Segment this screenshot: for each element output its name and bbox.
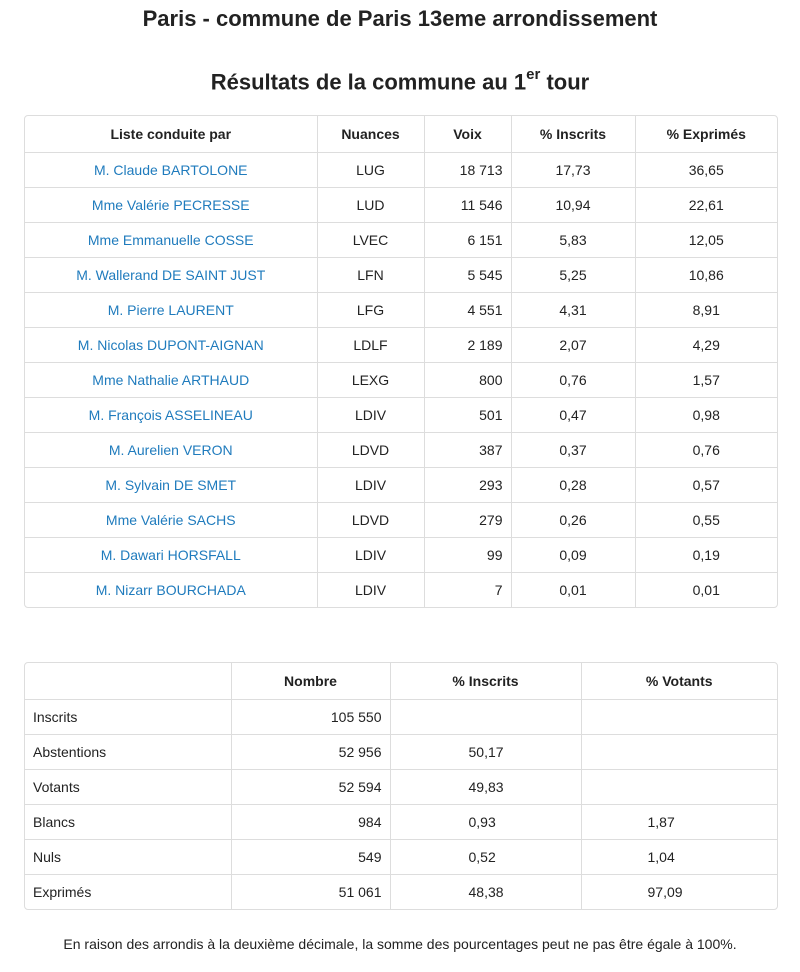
stat-pct-votants: 97,09 [647,883,683,900]
candidate-link[interactable]: M. Wallerand DE SAINT JUST [25,257,317,292]
candidate-link[interactable]: Mme Nathalie ARTHAUD [25,362,317,397]
voix-cell: 99 [424,537,511,572]
col-header-pct-votants: % Votants [581,663,777,699]
stat-nombre: 52 956 [231,734,390,769]
pct-inscrits-cell: 4,31 [511,292,635,327]
stat-pct-inscrits: 48,38 [390,874,581,909]
candidate-link[interactable]: Mme Emmanuelle COSSE [25,222,317,257]
voix-cell: 18 713 [424,152,511,187]
table-row [25,839,777,874]
stat-nombre: 549 [231,839,390,874]
pct-exprimes-cell: 0,55 [635,502,777,537]
col-header-nombre: Nombre [231,663,390,699]
nuance-cell: LDIV [317,537,424,572]
table-row [25,734,777,769]
candidate-link[interactable]: M. Aurelien VERON [25,432,317,467]
pct-exprimes-cell: 0,98 [635,397,777,432]
pct-inscrits-cell: 0,76 [511,362,635,397]
stat-label: Nuls [25,839,231,874]
stat-pct-inscrits: 0,52 [390,839,581,874]
candidate-link[interactable]: M. Nicolas DUPONT-AIGNAN [25,327,317,362]
pct-inscrits-cell: 2,07 [511,327,635,362]
col-header-pct-inscrits: % Inscrits [390,663,581,699]
col-header-pct-exprimes: % Exprimés [635,116,777,152]
nuance-cell: LEXG [317,362,424,397]
voix-cell: 4 551 [424,292,511,327]
table-row [25,327,777,362]
col-header-voix: Voix [424,116,511,152]
voix-cell: 6 151 [424,222,511,257]
pct-inscrits-cell: 5,83 [511,222,635,257]
pct-inscrits-cell: 0,47 [511,397,635,432]
table-row [25,467,777,502]
round-title-tail: tour [540,69,590,95]
results-header-row [25,116,777,152]
table-row [25,187,777,222]
round-title-superscript: er [526,66,541,83]
table-row [25,152,777,187]
voix-cell: 293 [424,467,511,502]
pct-exprimes-cell: 1,57 [635,362,777,397]
stat-pct-votants [581,734,777,769]
stat-nombre: 51 061 [231,874,390,909]
pct-inscrits-cell: 0,26 [511,502,635,537]
candidate-link[interactable]: M. Nizarr BOURCHADA [25,572,317,607]
round-title [0,62,800,95]
pct-exprimes-cell: 8,91 [635,292,777,327]
table-row [25,769,777,804]
results-body [25,152,777,607]
nuance-cell: LUD [317,187,424,222]
voix-cell: 7 [424,572,511,607]
nuance-cell: LDIV [317,572,424,607]
footnote: En raison des arrondis à la deuxième décimale, la somme des pourcentages peut ne pas être égale à 100%. [63,936,737,952]
pct-inscrits-cell: 5,25 [511,257,635,292]
page-title: Paris - commune de Paris 13eme arrondissement [142,6,658,31]
stat-pct-votants [581,769,777,804]
candidate-link[interactable]: M. Pierre LAURENT [25,292,317,327]
candidate-link[interactable]: M. Dawari HORSFALL [25,537,317,572]
round-title-main: Résultats de la commune au 1 [210,69,527,95]
table-row [25,572,777,607]
nuance-cell: LDIV [317,397,424,432]
stat-nombre: 984 [231,804,390,839]
candidate-link[interactable]: M. François ASSELINEAU [25,397,317,432]
table-row [25,292,777,327]
stats-table-container [24,662,778,910]
col-header-nuances: Nuances [317,116,424,152]
stat-pct-votants: 1,87 [581,804,777,839]
table-row [25,257,777,292]
nuance-cell: LFG [317,292,424,327]
stat-nombre: 105 550 [231,699,390,734]
pct-exprimes-cell: 4,29 [635,327,777,362]
pct-inscrits-cell: 0,37 [511,432,635,467]
stat-label: Abstentions [25,734,231,769]
nuance-cell: LVEC [317,222,424,257]
table-row [25,537,777,572]
table-row [25,362,777,397]
table-row [25,874,777,909]
stat-label: Exprimés [25,874,231,909]
pct-exprimes-cell: 0,57 [635,467,777,502]
pct-exprimes-cell: 0,76 [635,432,777,467]
pct-exprimes-cell: 22,61 [635,187,777,222]
table-row [25,432,777,467]
nuance-cell: LDVD [317,432,424,467]
table-row [25,699,777,734]
results-table [25,116,777,607]
nuance-cell: LDVD [317,502,424,537]
col-header-pct-inscrits: % Inscrits [511,116,635,152]
stat-pct-inscrits: 49,83 [390,769,581,804]
pct-inscrits-cell: 0,28 [511,467,635,502]
voix-cell: 800 [424,362,511,397]
col-header-label [25,663,231,699]
stats-body [25,699,777,909]
stat-label: Votants [25,769,231,804]
candidate-link[interactable]: M. Sylvain DE SMET [25,467,317,502]
voix-cell: 2 189 [424,327,511,362]
candidate-link[interactable]: Mme Valérie PECRESSE [25,187,317,222]
nuance-cell: LUG [317,152,424,187]
col-header-liste: Liste conduite par [25,116,317,152]
results-table-container [24,115,778,608]
candidate-link[interactable]: M. Claude BARTOLONE [25,152,317,187]
voix-cell: 387 [424,432,511,467]
voix-cell: 279 [424,502,511,537]
nuance-cell: LDLF [317,327,424,362]
voix-cell: 5 545 [424,257,511,292]
stat-label: Blancs [25,804,231,839]
table-row [25,222,777,257]
pct-exprimes-cell: 10,86 [635,257,777,292]
candidate-link[interactable]: Mme Valérie SACHS [25,502,317,537]
nuance-cell: LDIV [317,467,424,502]
stats-table [25,663,777,909]
pct-exprimes-cell: 0,19 [635,537,777,572]
pct-exprimes-cell: 12,05 [635,222,777,257]
stat-pct-votants: 1,04 [581,839,777,874]
table-row [25,397,777,432]
pct-inscrits-cell: 17,73 [511,152,635,187]
pct-inscrits-cell: 0,09 [511,537,635,572]
stat-label: Inscrits [25,699,231,734]
stats-header-row [25,663,777,699]
table-row [25,502,777,537]
stat-pct-inscrits: 0,93 [390,804,581,839]
pct-inscrits-cell: 10,94 [511,187,635,222]
stat-pct-inscrits [390,699,581,734]
pct-exprimes-cell: 0,01 [692,581,720,598]
table-row [25,804,777,839]
pct-exprimes-cell: 36,65 [635,152,777,187]
voix-cell: 11 546 [424,187,511,222]
stat-nombre: 52 594 [231,769,390,804]
stat-pct-votants [581,699,777,734]
stat-pct-inscrits: 50,17 [390,734,581,769]
nuance-cell: LFN [317,257,424,292]
pct-inscrits-cell: 0,01 [511,572,635,607]
voix-cell: 501 [424,397,511,432]
